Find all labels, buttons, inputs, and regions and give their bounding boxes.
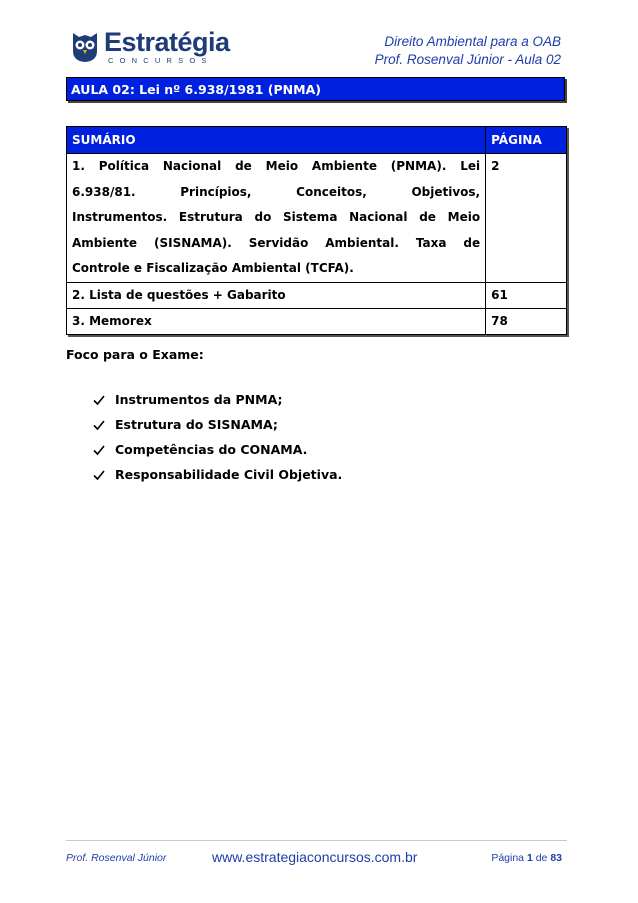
author-lesson: Prof. Rosenval Júnior - Aula 02 bbox=[374, 52, 561, 67]
footer-site-link[interactable]: www.estrategiaconcursos.com.br bbox=[212, 849, 418, 865]
page-cell: 78 bbox=[486, 308, 567, 334]
course-title: Direito Ambiental para a OAB bbox=[384, 34, 561, 49]
focus-item-text: Instrumentos da PNMA; bbox=[115, 392, 283, 407]
summary-cell bbox=[67, 154, 486, 283]
checkmark-icon bbox=[93, 419, 105, 431]
checkmark-icon bbox=[93, 469, 105, 481]
footer-author: Prof. Rosenval Júnior bbox=[66, 852, 167, 864]
page-footer bbox=[66, 850, 565, 868]
lesson-banner: AULA 02: Lei nº 6.938/1981 (PNMA) bbox=[66, 77, 565, 101]
page-number bbox=[491, 852, 562, 864]
table-header-row bbox=[67, 127, 567, 154]
focus-list bbox=[93, 387, 342, 487]
logo-subtitle: CONCURSOS bbox=[108, 56, 213, 65]
estrategia-logo bbox=[70, 29, 230, 69]
header-info bbox=[375, 33, 561, 69]
table-row bbox=[67, 154, 567, 283]
summary-line: Instrumentos. Estrutura do Sistema Nacional de Meio bbox=[72, 210, 481, 224]
page-cell: 61 bbox=[486, 282, 567, 308]
page-header bbox=[66, 26, 565, 76]
page-of: de bbox=[535, 852, 548, 864]
summary-line: 1. Política Nacional de Meio Ambiente (PNMA). Lei bbox=[72, 159, 481, 173]
list-item bbox=[93, 437, 342, 462]
summary-cell: 3. Memorex bbox=[67, 308, 486, 334]
checkmark-icon bbox=[93, 394, 105, 406]
footer-divider bbox=[66, 840, 567, 841]
focus-title: Foco para o Exame: bbox=[66, 347, 204, 362]
summary-table bbox=[66, 126, 567, 335]
summary-cell: 2. Lista de questões + Gabarito bbox=[67, 282, 486, 308]
owl-icon bbox=[70, 29, 100, 63]
checkmark-icon bbox=[93, 444, 105, 456]
summary-line: 6.938/81. Princípios, Conceitos, Objetivos, bbox=[72, 184, 481, 199]
page-column-header: PÁGINA bbox=[486, 127, 567, 154]
list-item bbox=[93, 412, 342, 437]
summary-line: Controle e Fiscalização Ambiental (TCFA). bbox=[72, 261, 354, 275]
focus-item-text: Competências do CONAMA. bbox=[115, 442, 308, 457]
list-item bbox=[93, 462, 342, 487]
logo-wordmark: Estratégia bbox=[104, 27, 230, 57]
page-current: 1 bbox=[526, 852, 533, 864]
focus-item-text: Responsabilidade Civil Objetiva. bbox=[115, 467, 343, 482]
table-row bbox=[67, 282, 567, 308]
list-item bbox=[93, 387, 342, 412]
page-cell: 2 bbox=[486, 154, 567, 283]
page-total: 83 bbox=[550, 852, 562, 864]
table-row bbox=[67, 308, 567, 334]
summary-line: Ambiente (SISNAMA). Servidão Ambiental. Taxa de bbox=[72, 235, 481, 250]
summary-column-header: SUMÁRIO bbox=[67, 127, 486, 154]
focus-item-text: Estrutura do SISNAMA; bbox=[115, 417, 278, 432]
page-label: Página bbox=[491, 852, 525, 864]
